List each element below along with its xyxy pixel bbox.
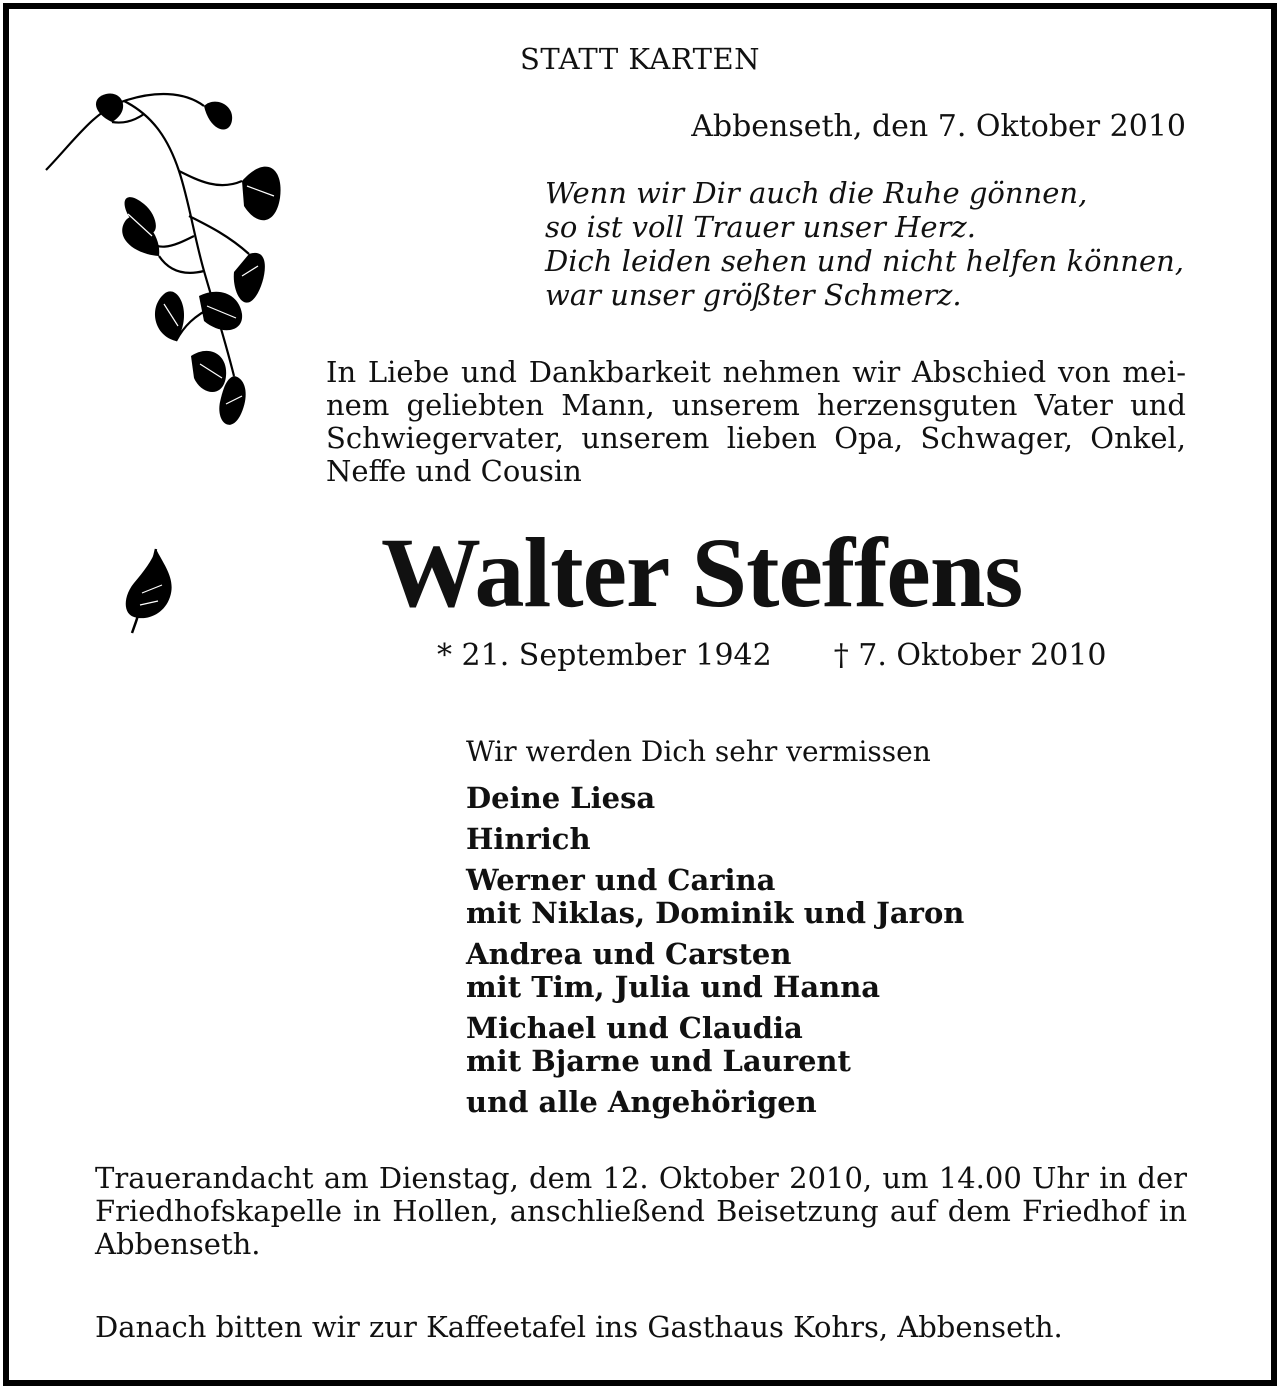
- life-dates: [437, 638, 1107, 673]
- family-line: Andrea und Carsten: [466, 937, 792, 971]
- family-group: [466, 1012, 964, 1078]
- poem-line: Dich leiden sehen und nicht helfen können,: [545, 244, 1185, 278]
- place-date: Abbenseth, den 7. Oktober 2010: [691, 109, 1186, 144]
- service-line: Friedhofskapelle in Hollen, anschließend Beisetzung auf dem Friedhof in: [95, 1194, 1187, 1228]
- poem-line: war unser größter Schmerz.: [545, 278, 962, 312]
- coffee-invitation: Danach bitten wir zur Kaffeetafel ins Gasthaus Kohrs, Abbenseth.: [95, 1310, 1063, 1344]
- family-group: [466, 782, 964, 815]
- poem-line: so ist voll Trauer unser Herz.: [545, 210, 976, 244]
- poem-line: Wenn wir Dir auch die Ruhe gönnen,: [545, 176, 1088, 210]
- intro-line: Neffe und Cousin: [326, 454, 582, 488]
- family-line: und alle Angehörigen: [466, 1085, 817, 1119]
- family-line: mit Bjarne und Laurent: [466, 1044, 851, 1078]
- family-line: Hinrich: [466, 822, 591, 856]
- family-group: [466, 864, 964, 930]
- family-list: [466, 782, 964, 1127]
- intro-line: nem geliebten Mann, unserem herzensguten Vater und: [326, 388, 1186, 422]
- birth-date: * 21. September 1942: [437, 638, 772, 673]
- missing-line: Wir werden Dich sehr vermissen: [466, 735, 931, 768]
- service-line: Abbenseth.: [95, 1227, 261, 1261]
- header-statt-karten: STATT KARTEN: [519, 42, 761, 76]
- family-line: Deine Liesa: [466, 781, 656, 815]
- poem: [545, 176, 1184, 312]
- family-group: [466, 1086, 964, 1119]
- deceased-name: Walter Steffens: [381, 517, 1023, 628]
- family-group: [466, 938, 964, 1004]
- family-line: Werner und Carina: [466, 863, 776, 897]
- family-line: mit Niklas, Dominik und Jaron: [466, 896, 965, 930]
- service-paragraph: [95, 1162, 1187, 1261]
- intro-line: Schwiegervater, unserem lieben Opa, Schwager, Onkel,: [326, 421, 1186, 455]
- intro-line: In Liebe und Dankbarkeit nehmen wir Abschied von mei-: [326, 355, 1186, 389]
- death-date: † 7. Oktober 2010: [833, 638, 1107, 673]
- family-group: [466, 823, 964, 856]
- falling-leaf-icon: [118, 545, 178, 640]
- intro-paragraph: [326, 356, 1186, 488]
- birch-branch-icon: [44, 86, 294, 446]
- family-line: mit Tim, Julia und Hanna: [466, 970, 881, 1004]
- family-line: Michael und Claudia: [466, 1011, 803, 1045]
- service-line: Trauerandacht am Dienstag, dem 12. Oktober 2010, um 14.00 Uhr in der: [95, 1161, 1187, 1195]
